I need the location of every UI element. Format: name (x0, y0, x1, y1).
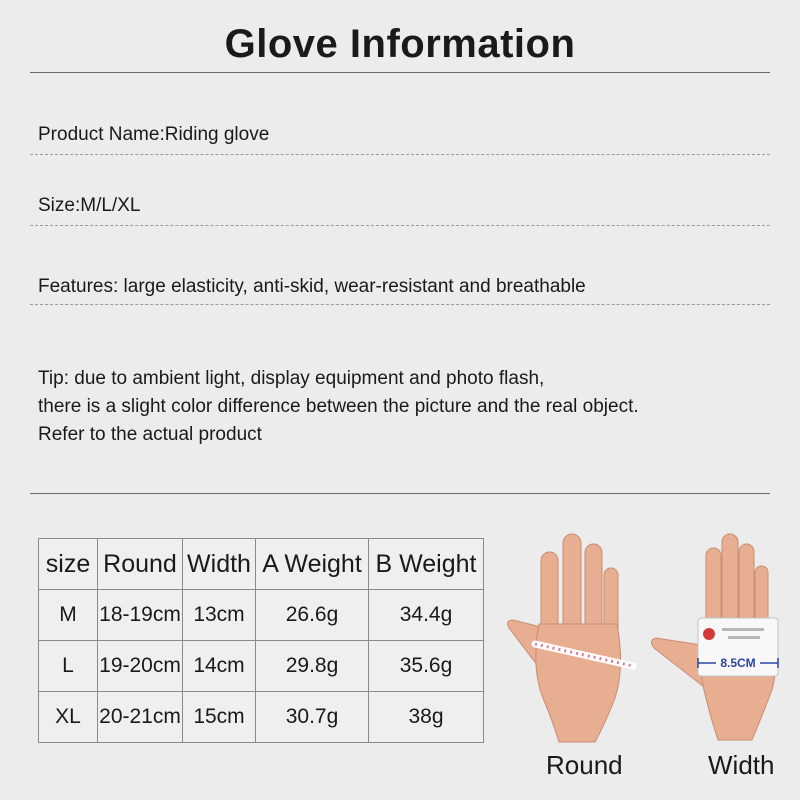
width-measurement-hand-image (648, 530, 793, 742)
cell-width: 13cm (183, 590, 256, 641)
divider (30, 225, 770, 226)
divider (30, 154, 770, 155)
tip-text (38, 365, 639, 449)
size-text: Size:M/L/XL (38, 195, 141, 216)
cell-size: L (39, 641, 98, 692)
page-title: Glove Information (224, 22, 576, 66)
table-row (39, 590, 484, 641)
tip-line: Refer to the actual product (38, 424, 262, 445)
width-image-caption: Width (708, 750, 775, 780)
column-header-size: size (39, 539, 98, 590)
table-header-row (39, 539, 484, 590)
cell-b-weight: 38g (369, 692, 484, 743)
cell-width: 14cm (183, 641, 256, 692)
divider (30, 304, 770, 305)
column-header-a-weight: A Weight (256, 539, 369, 590)
round-image-caption: Round (546, 750, 623, 780)
round-measurement-hand-image (505, 528, 645, 743)
cell-a-weight: 30.7g (256, 692, 369, 743)
column-header-round: Round (98, 539, 183, 590)
size-chart-table (38, 538, 484, 743)
cell-b-weight: 34.4g (369, 590, 484, 641)
cell-size: XL (39, 692, 98, 743)
tip-line: there is a slight color difference between the picture and the real object. (38, 396, 639, 417)
cell-a-weight: 29.8g (256, 641, 369, 692)
cell-round: 19-20cm (98, 641, 183, 692)
features-text: Features: large elasticity, anti-skid, wear-resistant and breathable (38, 276, 586, 297)
title-divider (30, 72, 770, 73)
section-divider (30, 493, 770, 494)
cell-round: 18-19cm (98, 590, 183, 641)
tip-line: Tip: due to ambient light, display equipment and photo flash, (38, 368, 545, 389)
table-row (39, 641, 484, 692)
cell-b-weight: 35.6g (369, 641, 484, 692)
column-header-width: Width (183, 539, 256, 590)
cell-a-weight: 26.6g (256, 590, 369, 641)
table-row (39, 692, 484, 743)
column-header-b-weight: B Weight (369, 539, 484, 590)
cell-size: M (39, 590, 98, 641)
cell-round: 20-21cm (98, 692, 183, 743)
card-measure-label: 8.5CM (720, 656, 756, 670)
product-name-text: Product Name:Riding glove (38, 124, 270, 145)
cell-width: 15cm (183, 692, 256, 743)
